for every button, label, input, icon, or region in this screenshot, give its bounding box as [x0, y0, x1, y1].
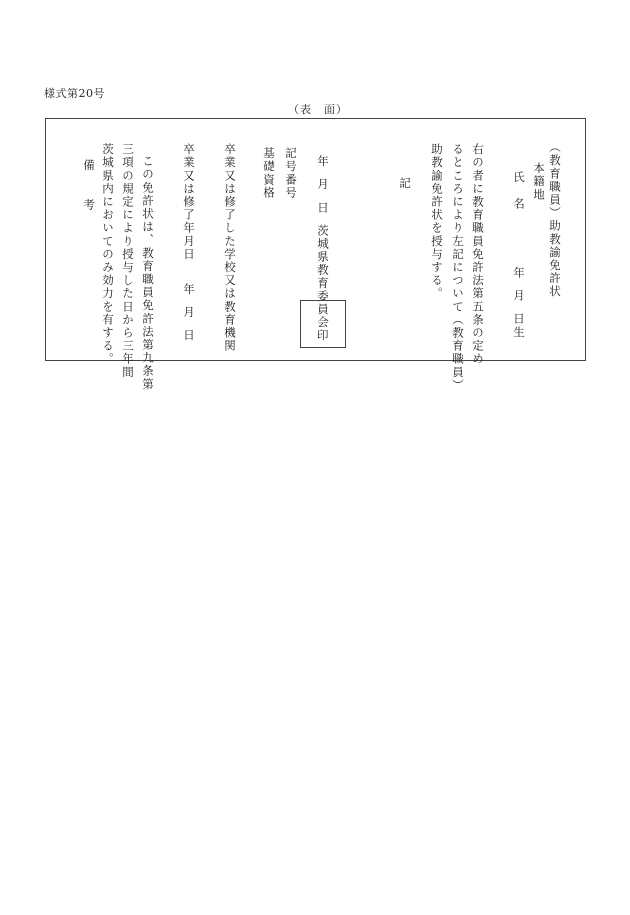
statement-line-1: 右の者に教育職員免許法第五条の定め [471, 143, 485, 366]
basic-qualification-label: 基礎資格 [262, 147, 276, 200]
notes-heading: 記 [398, 177, 412, 191]
seal-box [300, 300, 346, 348]
certificate-title: （教育職員）助教諭免許状 [548, 141, 562, 299]
graduation-day: 日 [182, 329, 196, 343]
side-label: （表 面） [288, 103, 348, 116]
remarks-label: 備 考 [82, 159, 96, 212]
issue-month: 月 [316, 178, 330, 192]
validity-line-2: 三項の規定により授与した日から三年間 [121, 143, 135, 379]
graduation-year: 年 [182, 282, 196, 297]
statement-line-3: 助教諭免許状を授与する。 [430, 143, 444, 301]
name-row [512, 171, 526, 339]
graduation-label: 卒業又は修了年月日 [182, 143, 196, 261]
graduation-row [182, 143, 196, 342]
issuer-name: 茨城県教育委員会 [316, 224, 330, 330]
domicile-label: 本籍地 [532, 162, 546, 202]
statement-line-2: るところにより左記について（教育職員） [451, 143, 465, 392]
birth-month: 月 [512, 289, 526, 303]
certificate-frame [45, 118, 586, 392]
name-label: 氏 名 [512, 171, 526, 211]
record-number-label: 記号番号 [284, 147, 298, 200]
form-number: 様式第20号 [44, 87, 105, 100]
birth-year: 年 [512, 266, 526, 280]
issue-day: 日 [316, 201, 330, 215]
validity-line-3: 茨城県内においてのみ効力を有する。 [101, 143, 115, 366]
seal-char: 印 [317, 328, 329, 342]
issue-year: 年 [316, 155, 330, 169]
graduation-month: 月 [182, 306, 196, 320]
validity-line-1: この免許状は、教育職員免許法第九条第 [141, 155, 155, 391]
birth-day: 日生 [512, 312, 526, 339]
school-label: 卒業又は修了した学校又は教育機関 [223, 143, 237, 353]
